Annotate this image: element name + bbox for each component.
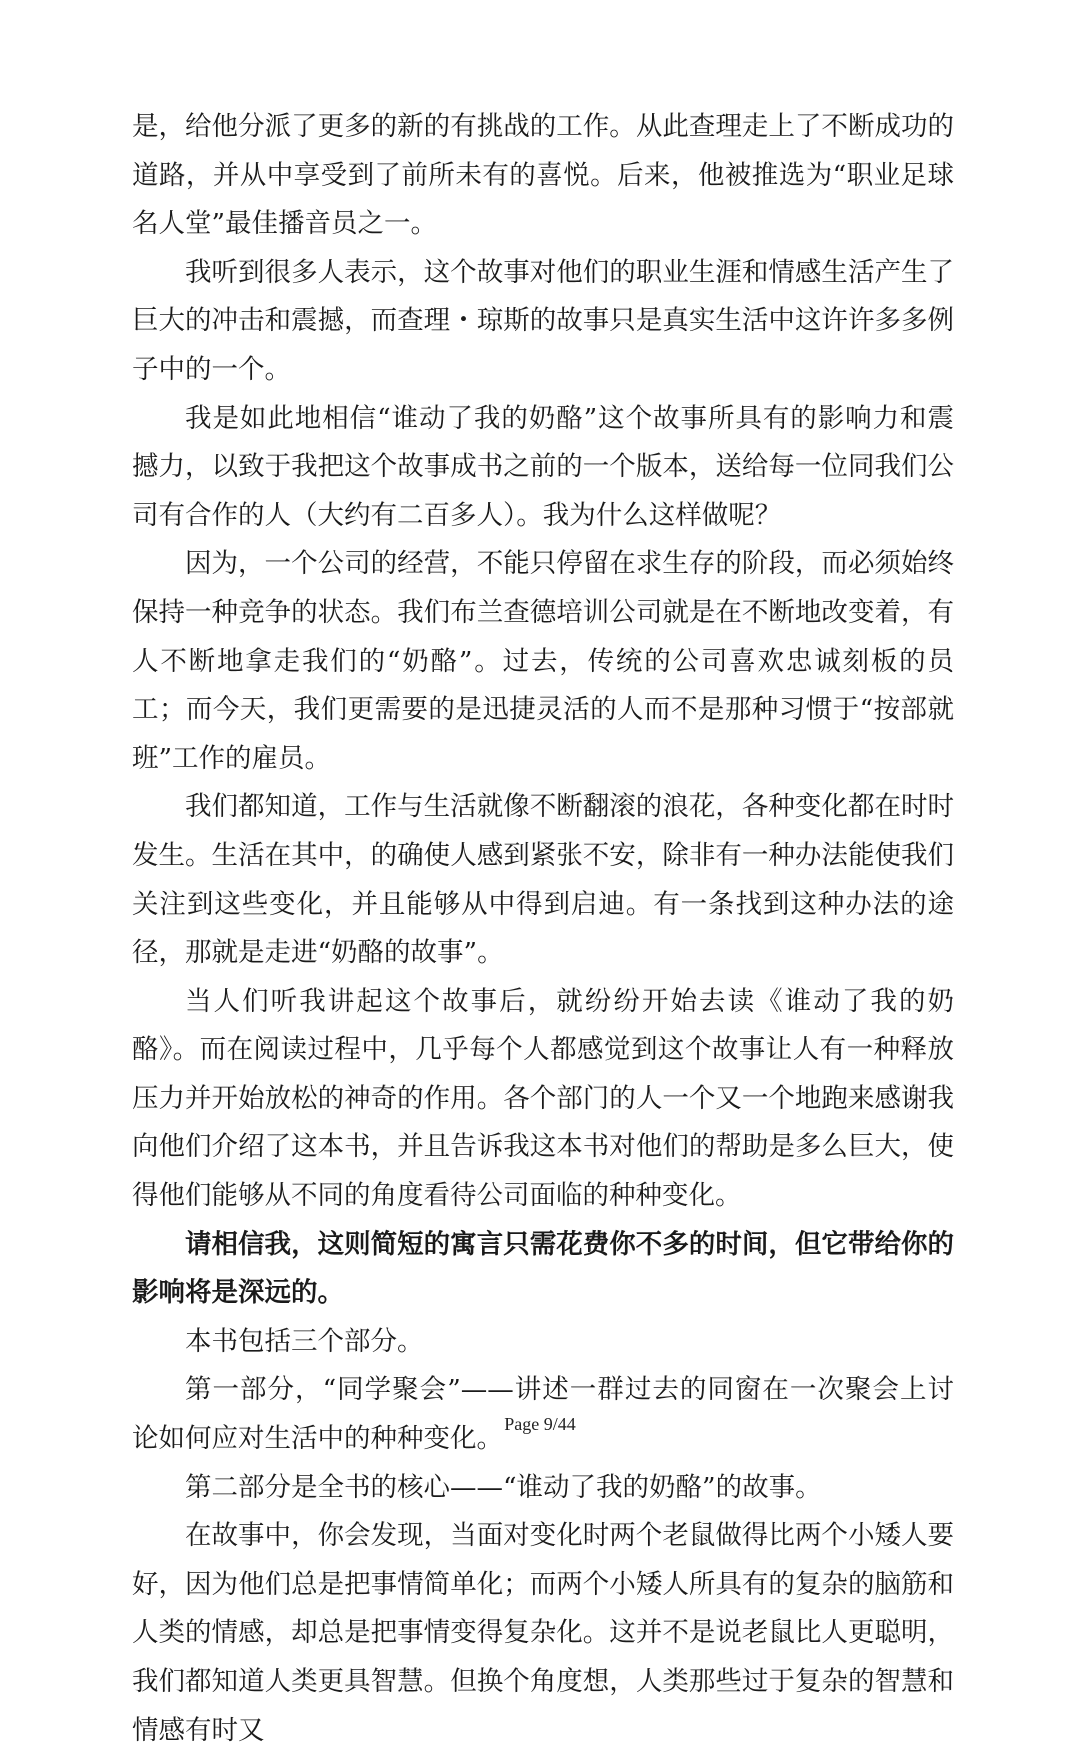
paragraph: 本书包括三个部分。: [185, 1325, 424, 1357]
page-number: Page 9/44: [504, 1414, 576, 1434]
paragraph: 我听到很多人表示，这个故事对他们的职业生涯和情感生活产生了巨大的冲击和震撼，而查理・琼斯的故事只是真实生活中这许许多多例子中的一个。: [132, 256, 954, 385]
paragraph: 第二部分是全书的核心——“谁动了我的奶酪”的故事。: [185, 1471, 822, 1503]
paragraph: 我是如此地相信“谁动了我的奶酪”这个故事所具有的影响力和震撼力，以致于我把这个故事成书之前的一个版本，送给每一位同我们公司有合作的人（大约有二百多人）。我为什么这样做呢？: [132, 402, 954, 531]
paragraph-emphasis: 请相信我，这则简短的寓言只需花费你不多的时间，但它带给你的影响将是深远的。: [132, 1228, 954, 1309]
body-text: [132, 103, 954, 1755]
paragraph: 因为，一个公司的经营，不能只停留在求生存的阶段，而必须始终保持一种竞争的状态。我们布兰查德培训公司就是在不断地改变着，有人不断地拿走我们的“奶酪”。过去，传统的公司喜欢忠诚刻板的员工；而今天，我们更需要的是迅捷灵活的人而不是那种习惯于“按部就班”工作的雇员。: [132, 548, 954, 774]
paragraph-continued: 是，给他分派了更多的新的有挑战的工作。从此查理走上了不断成功的道路，并从中享受到了前所未有的喜悦。后来，他被推选为“职业足球名人堂”最佳播音员之一。: [132, 111, 954, 240]
paragraph: 第一部分，“同学聚会”——讲述一群过去的同窗在一次聚会上讨论如何应对生活中的种种变化。: [132, 1374, 954, 1455]
paragraph: 我们都知道，工作与生活就像不断翻滚的浪花，各种变化都在时时发生。生活在其中，的确使人感到紧张不安，除非有一种办法能使我们关注到这些变化，并且能够从中得到启迪。有一条找到这种办法的途径，那就是走进“奶酪的故事”。: [132, 791, 954, 969]
paragraph: 在故事中，你会发现，当面对变化时两个老鼠做得比两个小矮人要好，因为他们总是把事情简单化；而两个小矮人所具有的复杂的脑筋和人类的情感，却总是把事情变得复杂化。这并不是说老鼠比人更聪明，我们都知道人类更具智慧。但换个角度想，人类那些过于复杂的智慧和情感有时又: [132, 1520, 954, 1746]
paragraph: 当人们听我讲起这个故事后，就纷纷开始去读《谁动了我的奶酪》。而在阅读过程中，几乎每个人都感觉到这个故事让人有一种释放压力并开始放松的神奇的作用。各个部门的人一个又一个地跑来感谢我向他们介绍了这本书，并且告诉我这本书对他们的帮助是多么巨大，使得他们能够从不同的角度看待公司面临的种种变化。: [132, 985, 954, 1212]
